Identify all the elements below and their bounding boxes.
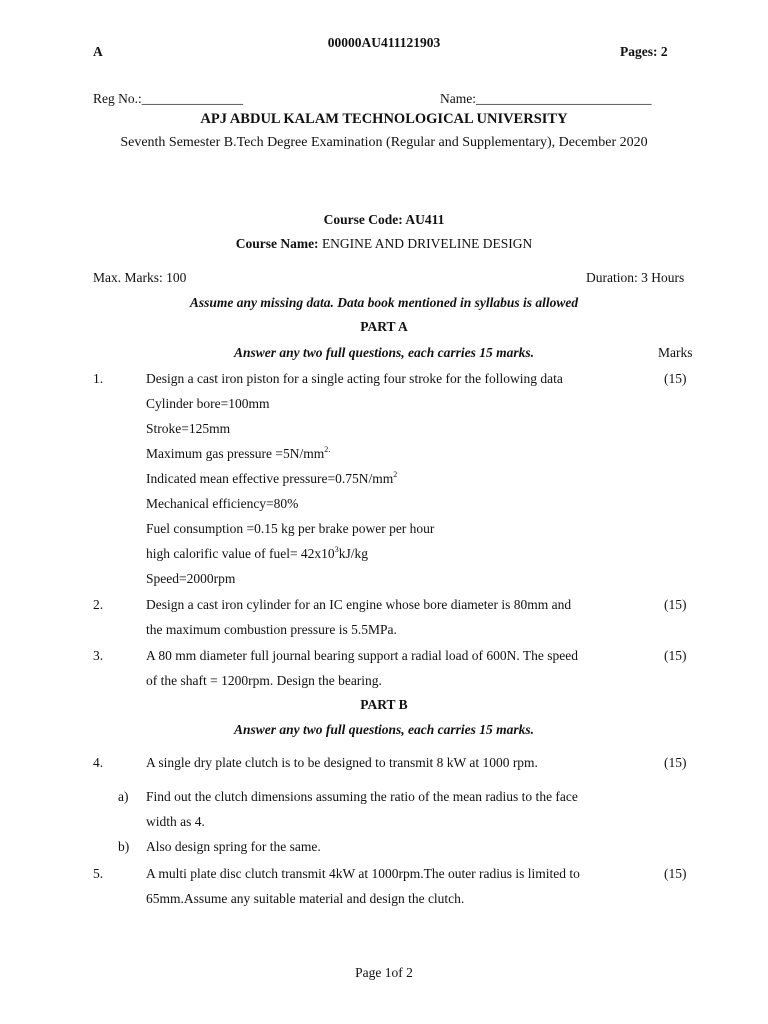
data-fuel: Fuel consumption =0.15 kg per brake power per hour xyxy=(146,521,435,536)
data-cv-unit: kJ/kg xyxy=(338,546,368,561)
subquestion-text: width as 4. xyxy=(146,814,205,829)
paper-code: 00000AU411121903 xyxy=(327,35,441,50)
subquestion-label: b) xyxy=(118,839,130,854)
subquestion-text: Also design spring for the same. xyxy=(146,839,321,854)
question-text: Design a cast iron cylinder for an IC engine whose bore diameter is 80mm and xyxy=(146,597,572,612)
university-name: APJ ABDUL KALAM TECHNOLOGICAL UNIVERSITY xyxy=(200,111,568,127)
superscript: 3 xyxy=(334,545,339,554)
question-marks: (15) xyxy=(664,755,687,770)
course-name-label: Course Name: xyxy=(235,236,322,251)
part-a-instruction: Answer any two full questions, each carries 15 marks. xyxy=(233,345,535,360)
data-gas-pressure xyxy=(146,446,330,462)
question-marks: (15) xyxy=(664,648,687,663)
course-name xyxy=(0,236,768,252)
assumption-note: Assume any missing data. Data book mentioned in syllabus is allowed xyxy=(189,295,579,310)
data-stroke: Stroke=125mm xyxy=(146,421,231,436)
question-number: 4. xyxy=(93,755,104,770)
question-marks: (15) xyxy=(664,371,687,386)
data-gas-pressure-text: Maximum gas pressure =5N/mm xyxy=(146,446,325,461)
question-number: 5. xyxy=(93,866,104,881)
part-b-title: PART B xyxy=(360,697,408,712)
part-a-title: PART A xyxy=(360,319,408,334)
data-speed: Speed=2000rpm xyxy=(146,571,236,586)
page-footer: Page 1of 2 xyxy=(355,965,413,980)
course-name-value: ENGINE AND DRIVELINE DESIGN xyxy=(321,236,533,251)
data-cv-text: high calorific value of fuel= 42x10 xyxy=(146,546,335,561)
data-imep-text: Indicated mean effective pressure=0.75N/mm xyxy=(146,471,394,486)
duration: Duration: 3 Hours xyxy=(586,270,685,285)
data-imep xyxy=(146,471,397,487)
question-text: A single dry plate clutch is to be designed to transmit 8 kW at 1000 rpm. xyxy=(146,755,538,770)
question-text: of the shaft = 1200rpm. Design the bearing. xyxy=(146,673,382,688)
subquestion-label: a) xyxy=(118,789,129,804)
question-text: the maximum combustion pressure is 5.5MPa. xyxy=(146,622,397,637)
page-count: Pages: 2 xyxy=(620,44,668,59)
data-calorific-value xyxy=(146,546,368,562)
max-marks: Max. Marks: 100 xyxy=(93,270,187,285)
data-bore: Cylinder bore=100mm xyxy=(146,396,270,411)
superscript: 2 xyxy=(393,470,398,479)
part-b-instruction: Answer any two full questions, each carries 15 marks. xyxy=(233,722,535,737)
question-text: A multi plate disc clutch transmit 4kW at 1000rpm.The outer radius is limited to xyxy=(146,866,580,881)
reg-no-field: Reg No.:_______________ xyxy=(93,91,243,106)
question-text: 65mm.Assume any suitable material and design the clutch. xyxy=(146,891,465,906)
question-number: 3. xyxy=(93,648,104,663)
name-field: Name:__________________________ xyxy=(440,91,652,106)
question-number: 1. xyxy=(93,371,104,386)
question-marks: (15) xyxy=(664,866,687,881)
question-number: 2. xyxy=(93,597,104,612)
marks-header: Marks xyxy=(658,345,693,360)
question-text: A 80 mm diameter full journal bearing support a radial load of 600N. The speed xyxy=(146,648,579,663)
paper-set: A xyxy=(93,44,103,59)
data-mech-eff: Mechanical efficiency=80% xyxy=(146,496,299,511)
superscript: 2. xyxy=(324,445,331,454)
subquestion-text: Find out the clutch dimensions assuming the ratio of the mean radius to the face xyxy=(146,789,578,804)
exam-title: Seventh Semester B.Tech Degree Examination (Regular and Supplementary), December 2020 xyxy=(120,135,648,150)
question-text: Design a cast iron piston for a single acting four stroke for the following data xyxy=(146,371,563,386)
question-marks: (15) xyxy=(664,597,687,612)
course-code: Course Code: AU411 xyxy=(323,212,445,227)
